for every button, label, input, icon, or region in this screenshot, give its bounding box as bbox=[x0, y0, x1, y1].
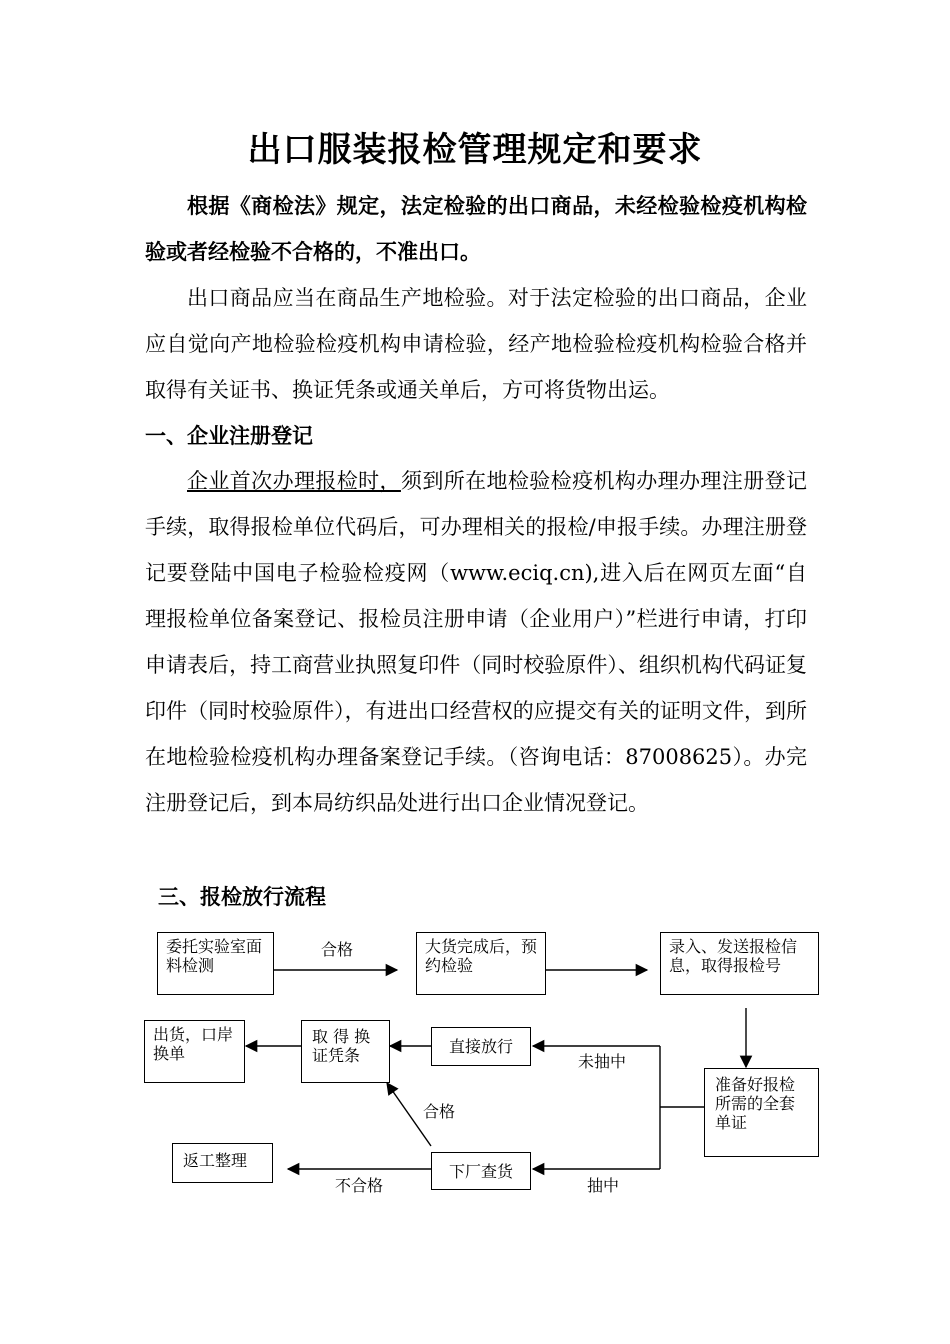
box-bulk-complete: 大货完成后，预约检验 bbox=[416, 932, 546, 995]
document-title: 出口服装报检管理规定和要求 bbox=[247, 130, 703, 170]
box-factory-check: 下厂查货 bbox=[431, 1152, 531, 1190]
box-get-voucher: 取 得 换证凭条 bbox=[301, 1020, 390, 1083]
box-enter-inspection: 录入、发送报检信息，取得报检号 bbox=[660, 932, 819, 995]
section1-underlined-text: 企业首次办理报检时， bbox=[187, 469, 401, 493]
box-ship-exchange: 出货，口岸换单 bbox=[144, 1020, 245, 1083]
box-commission-test: 委托实验室面料检测 bbox=[157, 932, 274, 995]
label-selected: 抽中 bbox=[587, 1176, 620, 1195]
intro-paragraph: 出口商品应当在商品生产地检验。对于法定检验的出口商品，企业应自觉向产地检验检疫机构申请检验，经产地检验检疫机构检验合格并取得有关证书、换证凭条或通关单后，方可将货物出运。 bbox=[145, 286, 807, 402]
section1-body-text: 须到所在地检验检疫机构办理办理注册登记手续，取得报检单位代码后，可办理相关的报检/申报手续。办理注册登记要登陆中国电子检验检疫网（www.eciq.cn),进入后在网页左面“自理报检单位备案登记、报检员注册申请（企业用户）”栏进行申请，打印申请表后，持工商营业执照复印件（同时校验原件）、组织机构代码证复印件（同时校验原件），有进出口经营权的应提交有关的证明文件，到所在地检验检疫机构办理备案登记手续。（咨询电话：87008625）。办完注册登记后，到本局纺织品处进行出口企业情况登记。 bbox=[145, 469, 808, 815]
label-pass-diagonal: 合格 bbox=[423, 1102, 456, 1121]
box-direct-release: 直接放行 bbox=[431, 1027, 531, 1066]
section1-heading: 一、企业注册登记 bbox=[145, 423, 313, 448]
label-not-selected: 未抽中 bbox=[578, 1052, 627, 1071]
box-rework: 返工整理 bbox=[172, 1143, 273, 1183]
label-pass-top: 合格 bbox=[321, 940, 354, 959]
label-fail: 不合格 bbox=[335, 1176, 384, 1195]
box-prepare-documents: 准备好报检所需的全套单证 bbox=[704, 1068, 819, 1157]
intro-bold-paragraph: 根据《商检法》规定，法定检验的出口商品，未经检验检疫机构检验或者经检验不合格的，不准出口。 bbox=[145, 193, 807, 264]
section3-heading: 三、报检放行流程 bbox=[158, 884, 326, 909]
